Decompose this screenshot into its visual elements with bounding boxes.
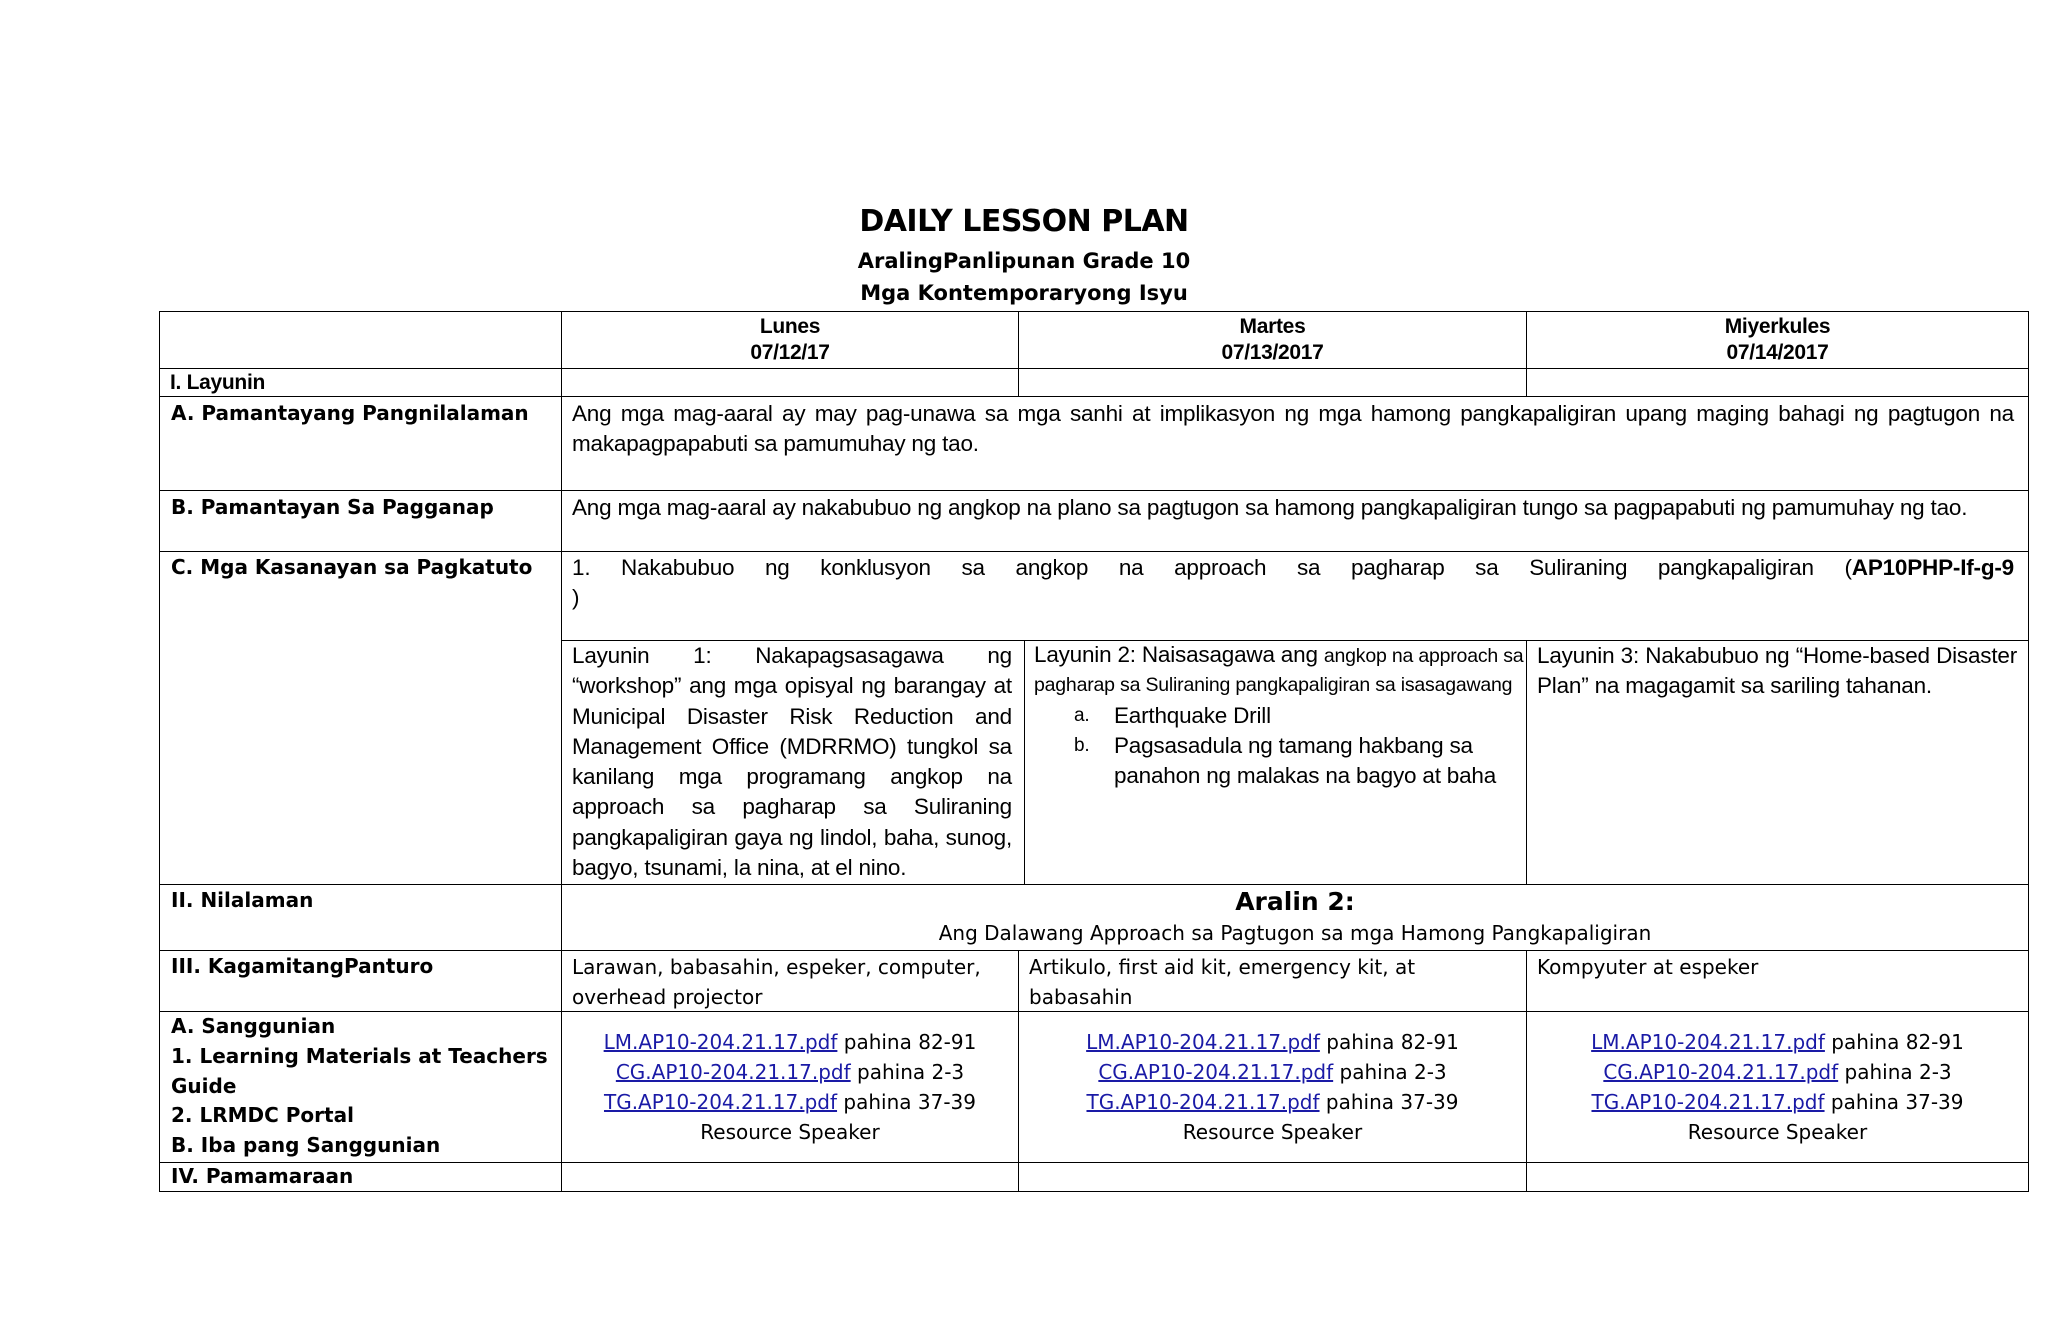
objective-2-item: a. Earthquake Drill	[1074, 703, 1271, 728]
day-name: Lunes	[759, 315, 821, 338]
sanggunian-day-1: LM.AP10-204.21.17.pdf pahina 82-91 CG.AP10-204.21.17.pdf pahina 2-3 TG.AP10-204.21.17.pdf pahina 37-39 Resource Speaker	[562, 1027, 1018, 1147]
day-name: Miyerkules	[1724, 315, 1831, 338]
objective-2-lead: Layunin 2: Naisasagawa ang	[1034, 642, 1318, 667]
pamamaraan-label: IV. Pamamaraan	[171, 1164, 354, 1188]
resource-speaker: Resource Speaker	[700, 1120, 880, 1144]
objective-1: Layunin 1: Nakapagsasagawa ng “workshop” ang mga opisyal ng barangay at Municipal Disaster Risk Reduction and Management Office (MDRRMO) tungkol sa kanilang mga programang angkop na approach sa pagharap sa Suliraning pangkapaligiran gaya ng lindol, baha, sunog, bagyo, tsunami, la nina, at el nino.	[572, 643, 1012, 881]
kagamitan-day-3: Kompyuter at espeker	[1537, 955, 1759, 979]
competency-code: AP10PHP-If-g-9	[1851, 555, 2014, 580]
kasanayan-label: C. Mga Kasanayan sa Pagkatuto	[171, 555, 533, 579]
kasanayan-competency	[572, 553, 2014, 583]
pamantayang-pangnilalaman-text: Ang mga mag-aaral ay may pag-unawa sa mga sanhi at implikasyon ng mga hamong pangkapaligiran upang maging bahagi ng pagtugon na makapagpapabuti sa pamumuhay ng tao.	[572, 401, 2014, 456]
lm-link[interactable]: LM.AP10-204.21.17.pdf	[1591, 1030, 1825, 1054]
layunin-label: I. Layunin	[170, 371, 266, 394]
competency-text: 1. Nakabubuo ng konklusyon sa angkop na approach sa pagharap sa Suliraning pangkapaligiran (	[572, 555, 1852, 580]
kagamitan-day-1: Larawan, babasahin, espeker, computer, overhead projector	[572, 955, 981, 1009]
day-header-1	[562, 314, 1018, 366]
lm-link[interactable]: LM.AP10-204.21.17.pdf	[1086, 1030, 1320, 1054]
pamantayang-pangnilalaman-label: A. Pamantayang Pangnilalaman	[171, 401, 529, 425]
aralin-title: Aralin 2:	[1235, 887, 1355, 916]
objective-2-small: angkop na approach sa pagharap sa Suliraning pangkapaligiran sa isasagawang	[1034, 645, 1524, 696]
lm-link[interactable]: LM.AP10-204.21.17.pdf	[603, 1030, 838, 1054]
day-header-2	[1019, 314, 1526, 366]
cg-link[interactable]: CG.AP10-204.21.17.pdf	[1603, 1060, 1839, 1084]
competency-close: )	[572, 585, 580, 610]
topic-title: Mga Kontemporaryong Isyu	[860, 281, 1188, 305]
subject-title: AralingPanlipunan Grade 10	[857, 249, 1191, 273]
tg-link[interactable]: TG.AP10-204.21.17.pdf	[1086, 1090, 1320, 1114]
cg-link[interactable]: CG.AP10-204.21.17.pdf	[615, 1060, 851, 1084]
sanggunian-day-2: LM.AP10-204.21.17.pdf pahina 82-91 CG.AP10-204.21.17.pdf pahina 2-3 TG.AP10-204.21.17.pdf pahina 37-39 Resource Speaker	[1019, 1027, 1526, 1147]
sanggunian-day-3: LM.AP10-204.21.17.pdf pahina 82-91 CG.AP10-204.21.17.pdf pahina 2-3 TG.AP10-204.21.17.pdf pahina 37-39 Resource Speaker	[1527, 1027, 2028, 1147]
day-date: 07/13/2017	[1221, 341, 1324, 364]
aralin-subtitle: Ang Dalawang Approach sa Pagtugon sa mga Hamong Pangkapaligiran	[938, 921, 1652, 945]
objective-2-item: b. Pagsasadula ng tamang hakbang sa panahon ng malakas na bagyo at baha	[1074, 733, 1497, 788]
learning-materials-label: 1. Learning Materials at Teachers Guide	[171, 1043, 548, 1098]
page-title: DAILY LESSON PLAN	[859, 204, 1189, 239]
pamantayan-pagganap-label: B. Pamantayan Sa Pagganap	[171, 495, 494, 519]
day-date: 07/12/17	[750, 341, 830, 364]
day-name: Martes	[1239, 315, 1306, 338]
lrmdc-portal-label: 2. LRMDC Portal	[171, 1103, 354, 1128]
sanggunian-label: A. Sanggunian	[171, 1014, 336, 1038]
resource-speaker: Resource Speaker	[1182, 1120, 1363, 1144]
objective-2	[1034, 641, 1524, 791]
cg-link[interactable]: CG.AP10-204.21.17.pdf	[1098, 1060, 1334, 1084]
tg-link[interactable]: TG.AP10-204.21.17.pdf	[603, 1090, 838, 1114]
day-date: 07/14/2017	[1726, 341, 1829, 364]
kagamitan-label: III. KagamitangPanturo	[171, 954, 434, 978]
day-header-3	[1527, 314, 2028, 366]
objective-3: Layunin 3: Nakabubuo ng “Home-based Disaster Plan” na magagamit sa sariling tahanan.	[1537, 643, 2017, 698]
pamantayan-pagganap-text: Ang mga mag-aaral ay nakabubuo ng angkop na plano sa pagtugon sa hamong pangkapaligiran tungo sa pagpapabuti ng pamumuhay ng tao.	[572, 495, 1968, 520]
tg-link[interactable]: TG.AP10-204.21.17.pdf	[1591, 1090, 1825, 1114]
sanggunian-labels	[171, 1012, 551, 1161]
iba-pang-sanggunian-label: B. Iba pang Sanggunian	[171, 1133, 441, 1158]
kagamitan-day-2: Artikulo, first aid kit, emergency kit, at babasahin	[1029, 955, 1416, 1009]
resource-speaker: Resource Speaker	[1687, 1120, 1868, 1144]
nilalaman-label: II. Nilalaman	[171, 888, 314, 912]
